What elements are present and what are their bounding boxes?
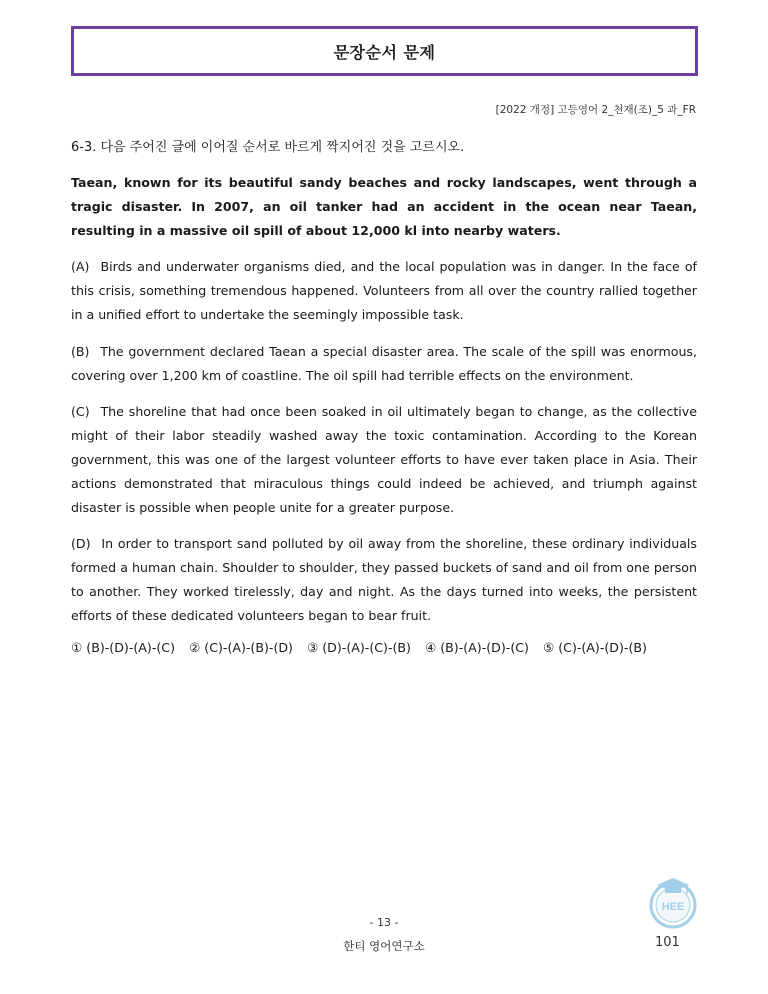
paragraph-text: Birds and underwater organisms died, and the local population was in danger. In the face of this crisis, something tremendous happened. Volunteers from all over the country rallied together in a unified effort to undertake the seemingly impossible task. bbox=[71, 259, 697, 322]
option-text: (C)-(A)-(D)-(B) bbox=[558, 640, 647, 655]
paragraph-d bbox=[71, 532, 697, 627]
graduation-cap-logo-icon bbox=[643, 872, 703, 932]
paragraph-label: (C) bbox=[71, 404, 90, 420]
option-text: (C)-(A)-(B)-(D) bbox=[204, 640, 293, 655]
source-label: [2022 개정] 고등영어 2_천재(조)_5 과_FR bbox=[495, 104, 696, 116]
paragraph-label: (D) bbox=[71, 536, 91, 552]
organization-name: 한티 영어연구소 bbox=[343, 939, 425, 953]
option-number: ③ bbox=[306, 640, 319, 655]
paragraph-c bbox=[71, 400, 697, 519]
passage bbox=[71, 171, 697, 641]
logo-text: HEE bbox=[661, 901, 685, 913]
paragraph-text: The shoreline that had once been soaked in oil ultimately began to change, as the collective might of their labor steadily washed away the toxic contamination. According to the Korean government, this was one of the largest volunteer efforts to have ever taken place in Asia. Their actions demonstrated that miraculous things could indeed be achieved, and triumph against disaster is possible when people unite for a greater purpose. bbox=[71, 404, 697, 515]
side-page-number: 101 bbox=[655, 935, 680, 950]
option-text: (B)-(A)-(D)-(C) bbox=[440, 640, 529, 655]
option-3[interactable] bbox=[307, 640, 411, 655]
option-1[interactable] bbox=[71, 640, 175, 655]
option-text: (D)-(A)-(C)-(B) bbox=[322, 640, 411, 655]
paragraph-text: In order to transport sand polluted by oil away from the shoreline, these ordinary individuals formed a human chain. Shoulder to shoulder, they passed buckets of sand and oil from one person to another. They worked tirelessly, day and night. As the days turned into weeks, the persistent efforts of these dedicated volunteers began to bear fruit. bbox=[71, 536, 697, 623]
paragraph-label: (A) bbox=[71, 259, 90, 275]
option-text: (B)-(D)-(A)-(C) bbox=[86, 640, 175, 655]
option-number: ⑤ bbox=[542, 640, 555, 655]
paragraph-a bbox=[71, 255, 697, 326]
option-4[interactable] bbox=[425, 640, 529, 655]
paragraph-b bbox=[71, 340, 697, 388]
answer-options bbox=[71, 640, 661, 655]
option-number: ④ bbox=[424, 640, 437, 655]
intro-paragraph: Taean, known for its beautiful sandy beaches and rocky landscapes, went through a tragic disaster. In 2007, an oil tanker had an accident in the ocean near Taean, resulting in a massive oil spill of about 12,000 kl into nearby waters. bbox=[71, 175, 697, 238]
page-number: - 13 - bbox=[369, 916, 399, 929]
option-number: ② bbox=[188, 640, 201, 655]
question-prompt: 6-3. 다음 주어진 글에 이어질 순서로 바르게 짝지어진 것을 고르시오. bbox=[71, 140, 465, 155]
paragraph-text: The government declared Taean a special disaster area. The scale of the spill was enormous, covering over 1,200 km of coastline. The oil spill had terrible effects on the environment. bbox=[71, 343, 697, 383]
option-number: ① bbox=[71, 640, 83, 655]
page-title: 문장순서 문제 bbox=[333, 42, 436, 62]
option-2[interactable] bbox=[189, 640, 293, 655]
option-5[interactable] bbox=[543, 640, 647, 655]
paragraph-label: (B) bbox=[71, 343, 90, 359]
title-box bbox=[71, 26, 698, 76]
